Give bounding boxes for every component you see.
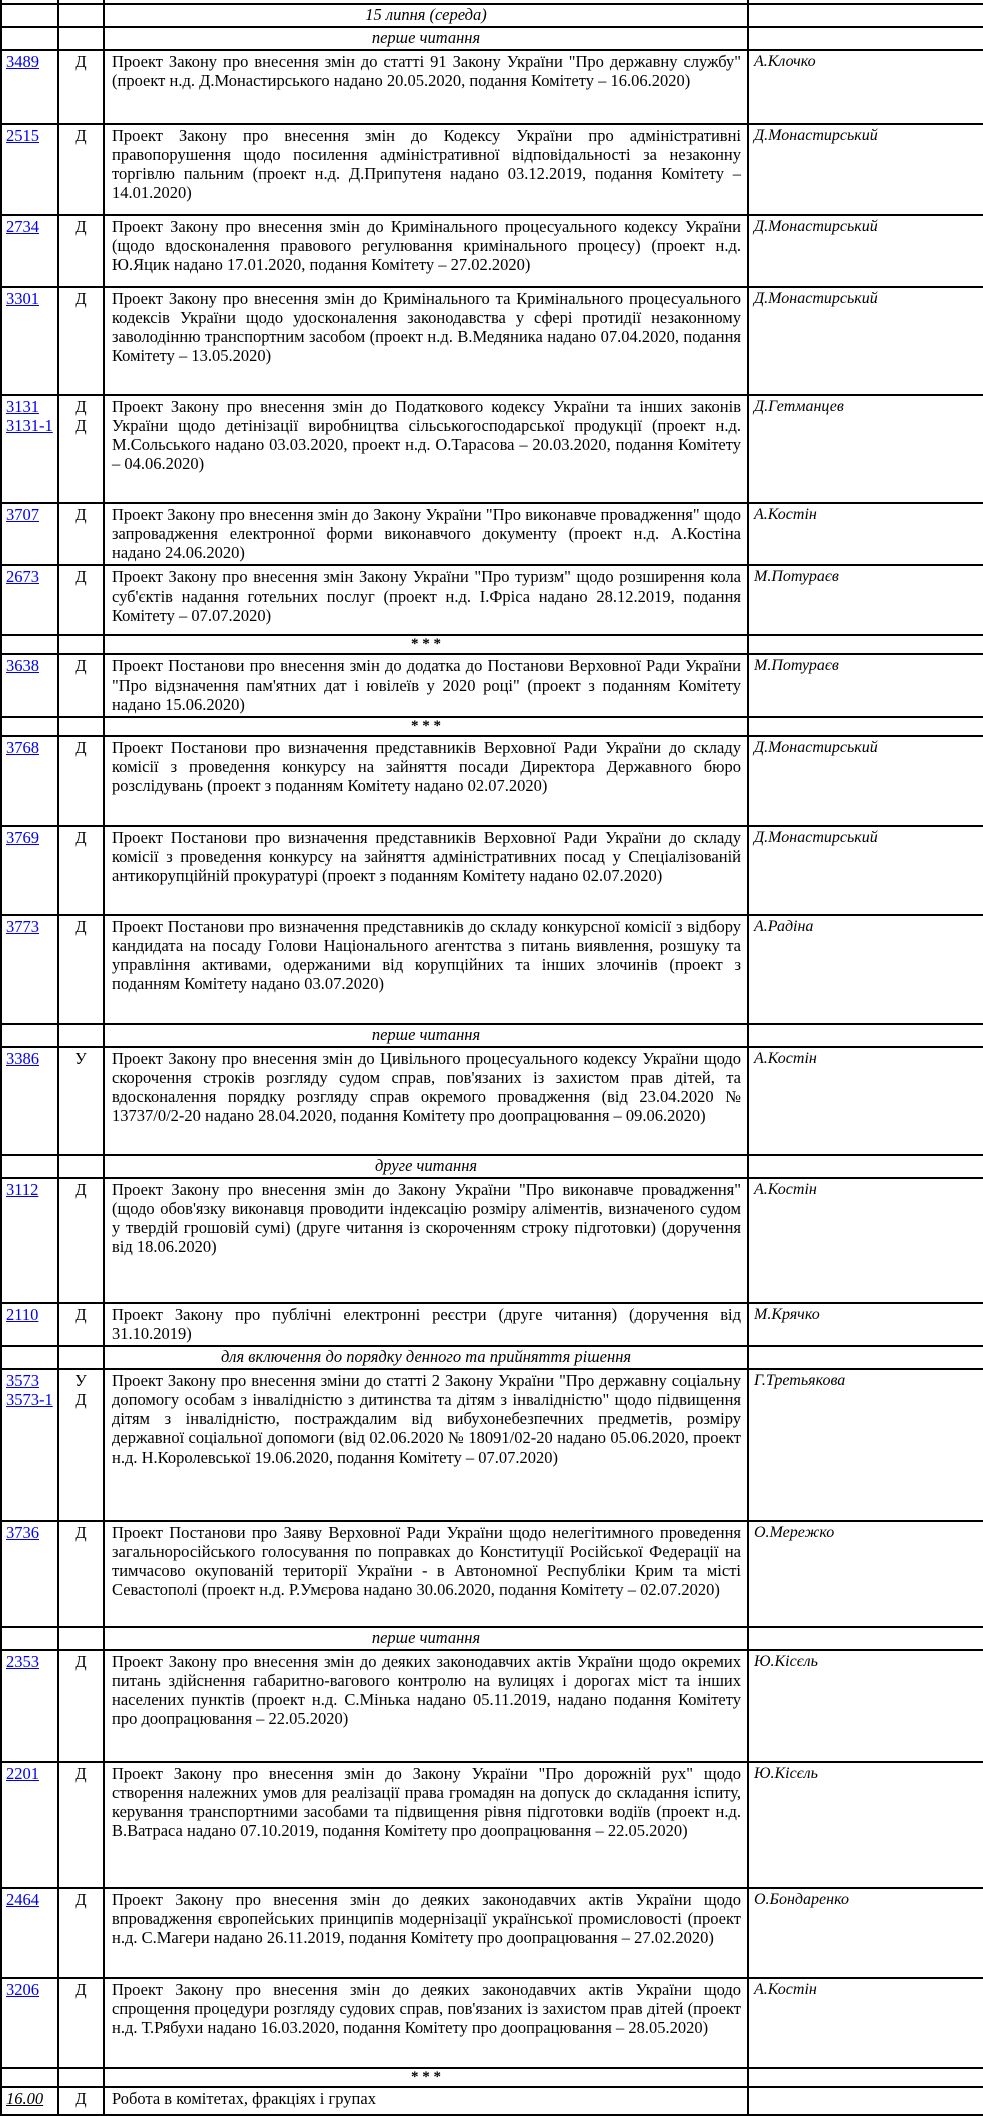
table-row [1,915,983,1024]
bill-description-cell: Проект Постанови про визначення представників Верховної Ради України до складу комісії з проведення конкурсу на зайняття адміністративних посад у Спеціалізованій антикорупційній прокуратурі (проект з поданням Комітету надано 02.07.2020) [104,826,748,915]
bill-number-cell [1,1650,58,1762]
bill-description-cell: Проект Закону про внесення змін до статті 91 Закону України "Про державну службу" (проект н.д. Д.Монастирського надано 20.05.2020, подання Комітету – 16.06.2020) [104,50,748,124]
status-letter-cell [58,654,104,716]
bill-link[interactable]: 2110 [6,1304,39,1324]
status-letter-cell [58,1650,104,1762]
table-row [1,124,983,215]
rapporteur-cell: Д.Гетманцев [748,395,983,503]
bill-number-cell [1,2087,58,2115]
spacer-cell [58,2068,104,2087]
status-letter: Д [75,1980,87,1999]
rapporteur-cell: А.Костін [748,503,983,565]
status-letter: Д [75,1390,87,1410]
table-row [1,1369,983,1521]
bill-number-line [6,1371,55,1390]
bill-link[interactable]: 3736 [6,1523,39,1542]
spacer-cell [1,2068,58,2087]
separator-row [1,2068,983,2087]
bill-number-line [6,126,55,145]
table-row [1,2087,983,2115]
bill-description-cell: Проект Постанови про внесення змін до додатка до Постанови Верховної Ради України "Про відзначення пам'ятних дат і ювілеїв у 2020 році" (проект з поданням Комітету надано 15.06.2020) [104,654,748,716]
spacer-cell [1,1627,58,1650]
spacer-cell [748,27,983,50]
bill-number-line [6,1764,55,1783]
bill-link[interactable]: 3301 [6,289,39,308]
table-row [1,1521,983,1627]
spacer-cell [748,1024,983,1047]
bill-number-cell [1,124,58,215]
bill-description-cell: Проект Закону про внесення змін до Кримінального процесуального кодексу України (щодо вдосконалення правового регулювання кримінального процесу) (проект н.д. Ю.Яцик надано 17.01.2020, подання Комітету – 27.02.2020) [104,215,748,287]
rapporteur-cell: М.Потураєв [748,565,983,635]
table-row [1,1978,983,2068]
bill-link[interactable]: 3769 [6,827,39,847]
bill-number-line [6,397,55,416]
bill-link[interactable]: 2464 [6,1890,39,1909]
rapporteur-cell: М.Крячко [748,1303,983,1346]
separator-cell: * * * [104,717,748,736]
rapporteur-cell: Д.Монастирський [748,287,983,395]
rapporteur-cell: Ю.Кісєль [748,1762,983,1888]
separator-row [1,635,983,654]
status-letter: Д [75,217,87,236]
rapporteur-cell: Д.Монастирський [748,826,983,915]
rapporteur-cell: О.Мережко [748,1521,983,1627]
separator-cell: * * * [104,635,748,654]
bill-link[interactable]: 3573-1 [6,1390,53,1410]
bill-link[interactable]: 3773 [6,916,39,936]
status-letter: Д [75,289,87,308]
bill-link[interactable]: 3489 [6,52,39,71]
section-title-cell: для включення до порядку денного та прийняття рішення [104,1346,748,1369]
rapporteur-cell: А.Радіна [748,915,983,1024]
spacer-cell [748,635,983,654]
status-letter: Д [75,827,87,847]
status-letter-cell [58,1369,104,1521]
status-letter: Д [75,126,87,145]
rapporteur-cell: М.Потураєв [748,654,983,716]
bill-description-cell: Проект Закону про внесення змін до Закону України "Про виконавче провадження" щодо запровадження електронної форми виконавчого документу (проект н.д. А.Костіна надано 24.06.2020) [104,503,748,565]
status-letter: Д [75,1890,87,1909]
status-letter-cell [58,1888,104,1978]
bill-number-line [6,2089,55,2108]
bill-description-cell: Проект Постанови про визначення представників до складу конкурсної комісії з відбору кандидата на посаду Голови Національного агентства з питань виявлення, розшуку та управління активами, одержаними від корупційних та інших злочинів (проект з поданням Комітету надано 03.07.2020) [104,915,748,1024]
bill-description-cell: Проект Постанови про Заяву Верховної Ради України щодо нелегітимного проведення загальноросійського голосування по поправках до Конституції Російської Федерації на тимчасово окупованій території України - в Автономної Республіки Крим та місті Севастополі (проект н.д. Р.Умєрова надано 30.06.2020, подання Комітету – 02.07.2020) [104,1521,748,1627]
bill-description-cell: Проект Закону про внесення змін до Кримінального та Кримінального процесуального кодексів України щодо удосконалення законодавства у сфері протидії незаконному заволодінню транспортним засобом (проект н.д. В.Медяника надано 07.04.2020, подання Комітету – 13.05.2020) [104,287,748,395]
bill-number-cell [1,1762,58,1888]
table-row [1,1047,983,1155]
status-letter-cell [58,2087,104,2115]
bill-description-cell: Проект Закону про внесення змін до деяких законодавчих актів України щодо окремих питань здійснення габаритно-вагового контролю на вулицях і дорогах міст та інших населених пунктів (проект н.д. С.Мінька надано 05.11.2019, надано подання Комітету про доопрацювання – 22.05.2020) [104,1650,748,1762]
section-header-row [1,27,983,50]
status-letter: У [75,1371,87,1390]
bill-number-cell [1,915,58,1024]
spacer-cell [58,1346,104,1369]
spacer-cell [748,4,983,27]
rapporteur-cell [748,2087,983,2115]
bill-link[interactable]: 3768 [6,737,39,757]
rapporteur-cell: Г.Третьякова [748,1369,983,1521]
bill-link[interactable]: 3206 [6,1980,39,1999]
bill-number-line [6,52,55,71]
bill-link[interactable]: 3638 [6,656,39,676]
bill-description-cell: Проект Закону про внесення змін до Закону України "Про виконавче провадження" (щодо обов'язку виконавця проводити індексацію розміру аліментів, визначеного судом у твердій грошовій сумі) (друге читання із скороченням строку підготовки) (доручення від 18.06.2020) [104,1178,748,1303]
bill-number-cell [1,1047,58,1155]
status-letter: Д [75,416,87,436]
section-header-row [1,1155,983,1178]
spacer-cell [1,635,58,654]
separator-row [1,717,983,736]
bill-link[interactable]: 3707 [6,505,39,524]
rapporteur-cell: О.Бондаренко [748,1888,983,1978]
spacer-cell [748,1346,983,1369]
table-row [1,287,983,395]
bill-number-line [6,1180,55,1199]
status-letter: Д [75,1523,87,1542]
bill-number-cell [1,565,58,635]
spacer-cell [748,717,983,736]
table-row [1,1650,983,1762]
status-letter: Д [75,397,87,416]
table-row [1,736,983,826]
table-row [1,1762,983,1888]
table-row [1,654,983,716]
section-header-row [1,1024,983,1047]
spacer-cell [58,717,104,736]
bill-link[interactable]: 2515 [6,126,39,145]
bill-number-cell [1,1303,58,1346]
status-letter-cell [58,1762,104,1888]
bill-description-cell: Робота в комітетах, фракціях і групах [104,2087,748,2115]
bill-number-line [6,505,55,524]
bill-number-line [6,1305,55,1324]
bill-description-cell: Проект Закону про внесення змін до деяких законодавчих актів України щодо спрощення процедури розгляду судових справ, пов'язаних із захистом прав дітей (проект н.д. Т.Рябухи надано 16.03.2020, подання Комітету про доопрацювання – 28.05.2020) [104,1978,748,2068]
table-row [1,826,983,915]
status-letter-cell [58,503,104,565]
status-letter-cell [58,215,104,287]
section-title-cell: перше читання [104,27,748,50]
bill-description-cell: Проект Закону про внесення змін до Цивільного процесуального кодексу України щодо скорочення строків розгляду судом справ, пов'язаних із захистом прав дітей, та вдосконалення порядку розгляду справ окремого провадження (від 23.04.2020 № 13737/0/2-20 надано 28.04.2020, подання Комітету про доопрацювання – 09.06.2020) [104,1047,748,1155]
spacer-cell [748,1155,983,1178]
agenda-table-body [1,0,983,2115]
bill-number-cell [1,287,58,395]
spacer-cell [58,4,104,27]
spacer-cell [1,1155,58,1178]
rapporteur-cell: Д.Монастирський [748,215,983,287]
spacer-cell [1,1024,58,1047]
bill-link[interactable]: 3131-1 [6,416,53,436]
rapporteur-cell: А.Клочко [748,50,983,124]
bill-description-cell: Проект Постанови про визначення представників Верховної Ради України до складу комісії з проведення конкурсу на зайняття посади Директора Державного бюро розслідувань (проект з поданням Комітету надано 02.07.2020) [104,736,748,826]
bill-number-line [6,656,55,675]
bill-number-cell [1,395,58,503]
status-letter-cell [58,736,104,826]
status-letter-cell [58,50,104,124]
table-row [1,565,983,635]
bill-link[interactable]: 2673 [6,567,39,587]
spacer-cell [58,1627,104,1650]
status-letter: Д [75,1304,87,1324]
bill-description-cell: Проект Закону про внесення змін Закону України "Про туризм" щодо розширення кола суб'єктів надання готельних послуг (проект н.д. І.Фріса надано 28.12.2019, подання Комітету – 07.07.2020) [104,565,748,635]
table-row [1,215,983,287]
spacer-cell [58,1024,104,1047]
status-letter: Д [75,737,87,757]
bill-number-line [6,738,55,757]
bill-link[interactable]: 3573 [6,1371,39,1390]
spacer-cell [1,27,58,50]
status-letter-cell [58,1521,104,1627]
rapporteur-cell: Д.Монастирський [748,124,983,215]
spacer-cell [58,1155,104,1178]
status-letter-cell [58,287,104,395]
rapporteur-cell: А.Костін [748,1178,983,1303]
table-row [1,1303,983,1346]
bill-link[interactable]: 2201 [6,1764,39,1783]
status-letter: Д [75,505,87,524]
table-row [1,50,983,124]
bill-number-line [6,1652,55,1671]
rapporteur-cell: А.Костін [748,1047,983,1155]
bill-description-cell: Проект Закону про внесення змін до Кодексу України про адміністративні правопорушення щодо посилення адміністративної відповідальності за незаконну торгівлю пальним (проект н.д. Д.Припутеня надано 03.12.2019, подання Комітету – 14.01.2020) [104,124,748,215]
status-letter: Д [75,656,87,676]
section-header-row [1,4,983,27]
bill-number-cell [1,1178,58,1303]
bill-description-cell: Проект Закону про внесення зміни до статті 2 Закону України "Про державну соціальну допомогу особам з інвалідністю з дитинства та дітям з інвалідністю" щодо підвищення дітям з інвалідністю, постраждалим від вибухонебезпечних предметів, розміру державної соціальної допомоги (від 02.06.2020 № 18091/02-20 надано 05.06.2020, проект н.д. Н.Королевської 19.06.2020, подання Комітету – 07.07.2020) [104,1369,748,1521]
section-title-cell: 15 липня (середа) [104,4,748,27]
rapporteur-cell: Ю.Кісєль [748,1650,983,1762]
section-title-cell: друге читання [104,1155,748,1178]
bill-number-cell [1,654,58,716]
bill-link[interactable]: 2734 [6,217,39,236]
spacer-cell [748,1627,983,1650]
bill-description-cell: Проект Закону про внесення змін до деяких законодавчих актів України щодо впровадження європейських принципів модернізації української промисловості (проект н.д. С.Магери надано 26.11.2019, подання Комітету про доопрацювання – 27.02.2020) [104,1888,748,1978]
status-letter-cell [58,1303,104,1346]
bill-link[interactable]: 3112 [6,1179,39,1199]
bill-link[interactable]: 3131 [6,397,39,416]
status-letter: Д [75,1652,87,1671]
table-row [1,395,983,503]
bill-number-cell [1,503,58,565]
bill-description-cell: Проект Закону про внесення змін до Податкового кодексу України та інших законів України щодо детінізації виробництва сільськогосподарської продукції (проект н.д. М.Сольського надано 03.03.2020, проект н.д. О.Тарасова – 20.03.2020, подання Комітету – 04.06.2020) [104,395,748,503]
status-letter-cell [58,124,104,215]
status-letter: Д [75,916,87,936]
status-letter: Д [75,1179,87,1199]
table-row [1,503,983,565]
bill-description-cell: Проект Закону про внесення змін до Закону України "Про дорожній рух" щодо створення належних умов для реалізації права громадян на допуск до складання іспиту, керування транспортними засобами та підвищення рівня підготовки водіїв (проект н.д. В.Ватраса надано 07.10.2019, подання Комітету про доопрацювання – 22.05.2020) [104,1762,748,1888]
bill-number-line [6,1890,55,1909]
spacer-cell [1,4,58,27]
bill-number-cell [1,1369,58,1521]
spacer-cell [58,27,104,50]
bill-number-line [6,828,55,847]
spacer-cell [748,2068,983,2087]
bill-number-line [6,1390,55,1409]
rapporteur-cell: А.Костін [748,1978,983,2068]
section-header-row [1,1346,983,1369]
bill-number-cell [1,50,58,124]
status-letter: Д [75,2089,87,2108]
status-letter-cell [58,395,104,503]
bill-number-line [6,217,55,236]
bill-number-line [6,1523,55,1542]
status-letter-cell [58,565,104,635]
section-header-row [1,1627,983,1650]
bill-link[interactable]: 2353 [6,1652,39,1671]
status-letter: Д [75,1764,87,1783]
separator-cell: * * * [104,2068,748,2087]
bill-number-cell [1,826,58,915]
table-row [1,1178,983,1303]
bill-number-cell [1,1978,58,2068]
spacer-cell [58,635,104,654]
status-letter: Д [75,567,87,587]
status-letter: Д [75,52,87,71]
bill-number-cell [1,1521,58,1627]
time-label: 16.00 [6,2089,44,2108]
status-letter-cell [58,1178,104,1303]
spacer-cell [1,1346,58,1369]
bill-number-cell [1,736,58,826]
status-letter-cell [58,1978,104,2068]
bill-number-line [6,416,55,435]
bill-number-line [6,567,55,586]
bill-number-line [6,1049,55,1068]
spacer-cell [1,717,58,736]
bill-link[interactable]: 3386 [6,1048,39,1068]
bill-number-cell [1,1888,58,1978]
bill-number-line [6,917,55,936]
status-letter-cell [58,915,104,1024]
status-letter-cell [58,826,104,915]
bill-description-cell: Проект Закону про публічні електронні реєстри (друге читання) (доручення від 31.10.2019) [104,1303,748,1346]
table-row [1,1888,983,1978]
status-letter: У [75,1048,87,1068]
rapporteur-cell: Д.Монастирський [748,736,983,826]
status-letter-cell [58,1047,104,1155]
section-title-cell: перше читання [104,1024,748,1047]
bill-number-line [6,1980,55,1999]
section-title-cell: перше читання [104,1627,748,1650]
bill-number-line [6,289,55,308]
bill-number-cell [1,215,58,287]
